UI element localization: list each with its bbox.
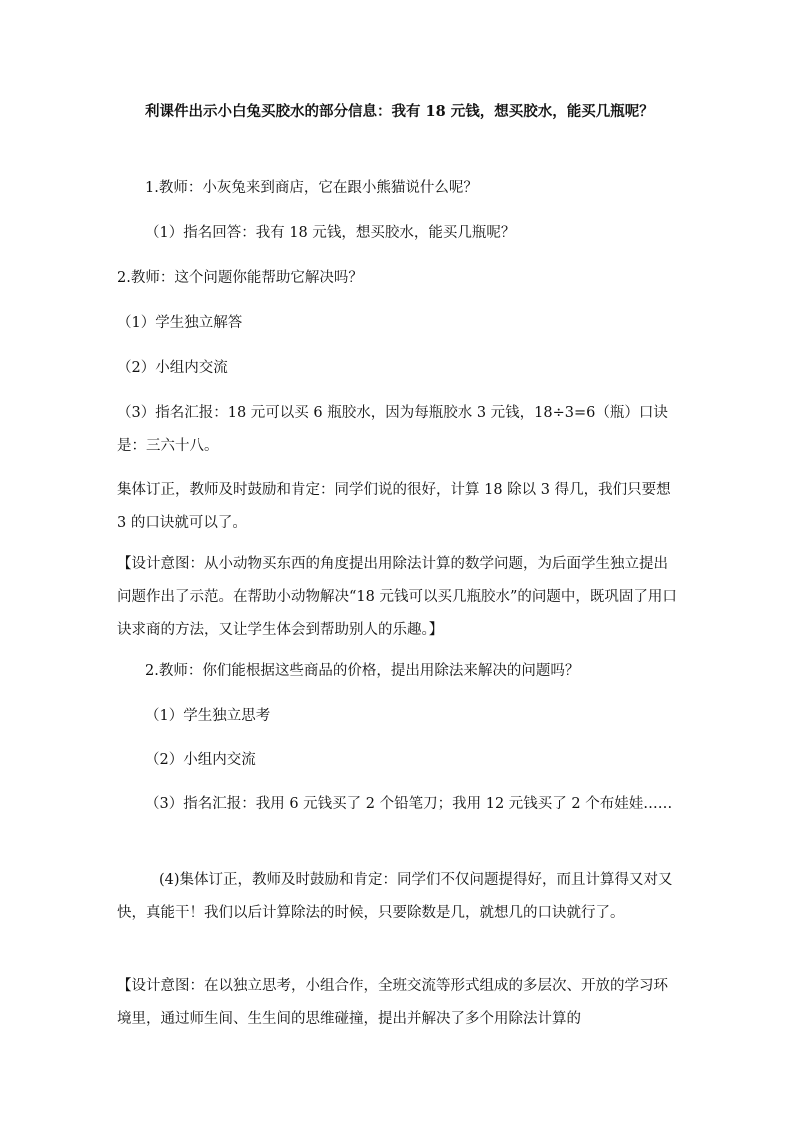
paragraph-report: （3）指名汇报：我用 6 元钱买了 2 个铅笔刀；我用 12 元钱买了 2 个布娃娃…… — [145, 796, 673, 812]
paragraph-intro: 利课件出示小白兔买胶水的部分信息：我有 18 元钱，想买胶水，能买几瓶呢？ — [145, 103, 654, 120]
paragraph-think: （1）学生独立思考 — [145, 708, 271, 724]
paragraph-answer-1: （1）指名回答：我有 18 元钱，想买胶水，能买几瓶呢？ — [145, 225, 516, 241]
paragraph-design-intent-2: 【设计意图：在以独立思考，小组合作，全班交流等形式组成的多层次、开放的学习环境里，通过师生间、生生间的思维碰撞，提出并解决了多个用除法计算的 — [117, 978, 668, 1027]
paragraph-design-intent-1: 【设计意图：从小动物买东西的角度提出用除法计算的数学问题，为后面学生独立提出问题作出了示范。在帮助小动物解决“18 元钱可以买几瓶胶水”的问题中，既巩固了用口诀求商的方法，又让学生体会到帮助别人的乐趣。】 — [117, 556, 677, 638]
paragraph-group: （2）小组内交流 — [145, 752, 256, 768]
paragraph-summary-1: 集体订正，教师及时鼓励和肯定：同学们说的很好，计算 18 除以 3 得几，我们只要想 3 的口诀就可以了。 — [117, 482, 671, 531]
paragraph-step-1: （1）学生独立解答 — [117, 315, 243, 331]
paragraph-step-3: （3）指名汇报：18 元可以买 6 瓶胶水，因为每瓶胶水 3 元钱，18÷3=6（瓶）口诀是：三六十八。 — [117, 405, 668, 454]
paragraph-teacher-question-3: 2.教师：你们能根据这些商品的价格，提出用除法来解决的问题吗？ — [145, 663, 580, 679]
paragraph-step-2: （2）小组内交流 — [117, 360, 228, 376]
paragraph-teacher-question-2: 2.教师：这个问题你能帮助它解决吗？ — [117, 270, 363, 286]
paragraph-summary-2: (4)集体订正，教师及时鼓励和肯定：同学们不仅问题提得好，而且计算得又对又快，真能干！我们以后计算除法的时候，只要除数是几，就想几的口诀就行了。 — [117, 872, 673, 921]
paragraph-teacher-question-1: 1.教师：小灰兔来到商店，它在跟小熊猫说什么呢？ — [145, 180, 478, 196]
